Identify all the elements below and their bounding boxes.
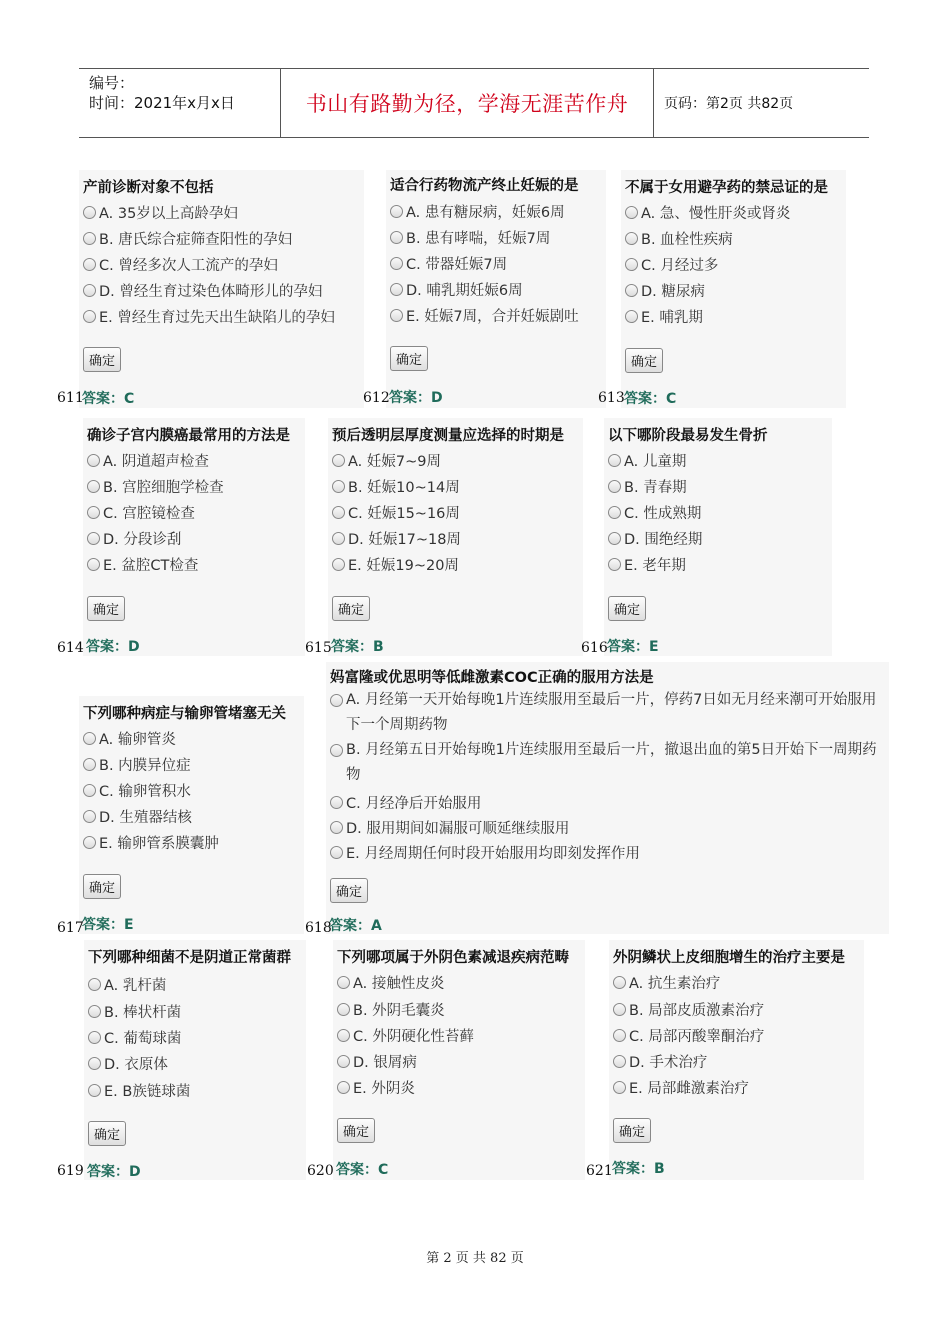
radio-icon[interactable]	[390, 231, 403, 244]
option-label: E. 曾经生育过先天出生缺陷儿的孕妇	[99, 310, 335, 326]
radio-icon[interactable]	[332, 532, 345, 545]
option-c[interactable]	[613, 1025, 764, 1046]
radio-icon[interactable]	[330, 821, 343, 834]
radio-icon[interactable]	[83, 206, 96, 219]
radio-icon[interactable]	[87, 506, 100, 519]
radio-icon[interactable]	[337, 1055, 350, 1068]
radio-icon[interactable]	[608, 454, 621, 467]
question-number: 613	[598, 390, 625, 406]
option-c[interactable]	[608, 502, 701, 523]
question-title: 预后透明层厚度测量应选择的时期是	[332, 428, 564, 444]
option-label: E. 月经周期任何时段开始服用均即刻发挥作用	[346, 846, 640, 862]
option-label: C. 带器妊娠7周	[406, 257, 508, 273]
option-label: E. 外阴炎	[353, 1081, 415, 1097]
answer-label: 答案：C	[624, 391, 677, 407]
question-title: 下列哪种细菌不是阴道正常菌群	[88, 950, 291, 966]
radio-icon[interactable]	[83, 232, 96, 245]
option-label: B. 外阴毛囊炎	[353, 1003, 445, 1019]
radio-icon[interactable]	[83, 810, 96, 823]
answer-label: 答案：E	[82, 917, 134, 933]
question-number: 611	[57, 390, 84, 406]
confirm-button[interactable]: 确定	[608, 596, 646, 621]
radio-icon[interactable]	[625, 284, 638, 297]
question-card-614	[83, 418, 305, 656]
option-label: C. 月经过多	[641, 258, 719, 274]
option-a[interactable]	[608, 450, 686, 471]
option-label: C. 输卵管积水	[99, 784, 191, 800]
radio-icon[interactable]	[337, 1003, 350, 1016]
confirm-button[interactable]: 确定	[83, 347, 121, 372]
radio-icon[interactable]	[332, 558, 345, 571]
confirm-button[interactable]: 确定	[613, 1118, 651, 1143]
radio-icon[interactable]	[87, 558, 100, 571]
radio-icon[interactable]	[88, 1005, 101, 1018]
question-card-615	[328, 418, 583, 656]
radio-icon[interactable]	[608, 532, 621, 545]
option-label: B. 宫腔细胞学检查	[103, 480, 224, 496]
option-label: B. 唐氏综合症筛查阳性的孕妇	[99, 232, 293, 248]
option-label: B. 患有哮喘，妊娠7周	[406, 231, 551, 247]
question-card-612	[386, 170, 606, 408]
radio-icon[interactable]	[83, 258, 96, 271]
option-a[interactable]	[390, 201, 565, 222]
radio-icon[interactable]	[608, 480, 621, 493]
option-label: C. 性成熟期	[624, 506, 702, 522]
option-a[interactable]	[87, 450, 209, 471]
question-number: 621	[586, 1163, 613, 1179]
option-a[interactable]	[332, 450, 441, 471]
option-label: E. 妊娠7周，合并妊娠剧吐	[406, 309, 579, 325]
question-card-613	[621, 170, 846, 408]
radio-icon[interactable]	[330, 796, 343, 809]
answer-label: 答案：A	[329, 918, 382, 934]
radio-icon[interactable]	[625, 258, 638, 271]
question-title: 妈富隆或优思明等低雌激素COC正确的服用方法是	[330, 670, 654, 686]
radio-icon[interactable]	[87, 454, 100, 467]
answer-label: 答案：D	[87, 1164, 141, 1180]
option-c[interactable]	[625, 254, 718, 275]
question-title: 外阴鳞状上皮细胞增生的治疗主要是	[613, 950, 845, 966]
question-number: 617	[57, 920, 84, 936]
option-label: D. 手术治疗	[629, 1055, 708, 1071]
question-title: 以下哪阶段最易发生骨折	[608, 428, 768, 444]
question-number: 612	[363, 390, 390, 406]
option-e[interactable]	[337, 1077, 415, 1098]
radio-icon[interactable]	[88, 1057, 101, 1070]
radio-icon[interactable]	[88, 978, 101, 991]
option-b[interactable]	[608, 476, 687, 497]
option-label: D. 分段诊刮	[103, 532, 182, 548]
confirm-button[interactable]: 确定	[83, 874, 121, 899]
option-label: A. 急、慢性肝炎或肾炎	[641, 206, 791, 222]
confirm-button[interactable]: 确定	[330, 878, 368, 903]
option-c[interactable]	[330, 792, 481, 813]
option-b[interactable]	[330, 738, 886, 788]
radio-icon[interactable]	[613, 1081, 626, 1094]
question-title: 适合行药物流产终止妊娠的是	[390, 178, 579, 194]
option-label: A. 儿童期	[624, 454, 687, 470]
option-d[interactable]	[88, 1053, 168, 1074]
option-b[interactable]	[390, 227, 550, 248]
option-b[interactable]	[83, 754, 191, 775]
option-b[interactable]	[83, 228, 292, 249]
radio-icon[interactable]	[613, 1003, 626, 1016]
option-label: B. 棒状杆菌	[104, 1005, 182, 1021]
answer-label: 答案：B	[331, 639, 384, 655]
option-label: A. 35岁以上高龄孕妇	[99, 206, 238, 222]
answer-label: 答案：C	[336, 1162, 389, 1178]
radio-icon[interactable]	[83, 836, 96, 849]
option-c[interactable]	[390, 253, 507, 274]
question-card-621	[609, 940, 864, 1180]
question-title: 确诊子宫内膜癌最常用的方法是	[87, 428, 290, 444]
option-c[interactable]	[337, 1025, 474, 1046]
option-label: D. 妊娠17~18周	[348, 532, 461, 548]
option-e[interactable]	[390, 305, 579, 326]
option-e[interactable]	[87, 554, 198, 575]
radio-icon[interactable]	[83, 310, 96, 323]
option-d[interactable]	[330, 817, 569, 838]
radio-icon[interactable]	[88, 1031, 101, 1044]
option-label: D. 哺乳期妊娠6周	[406, 283, 523, 299]
radio-icon[interactable]	[83, 758, 96, 771]
option-a[interactable]	[337, 972, 444, 993]
option-c[interactable]	[83, 254, 278, 275]
serial-label: 编号：	[89, 74, 135, 92]
option-label: A. 月经第一天开始每晚1片连续服用至最后一片，停药7日如无月经来潮可开始服用下一个周期药物	[346, 692, 877, 733]
option-d[interactable]	[625, 280, 705, 301]
radio-icon[interactable]	[625, 310, 638, 323]
page-header	[79, 68, 869, 138]
option-a[interactable]	[83, 202, 238, 223]
option-label: D. 银屑病	[353, 1055, 417, 1071]
option-d[interactable]	[83, 280, 322, 301]
option-label: B. 内膜异位症	[99, 758, 191, 774]
option-b[interactable]	[337, 999, 445, 1020]
question-number: 615	[305, 640, 332, 656]
option-e[interactable]	[625, 306, 703, 327]
question-number: 619	[57, 1163, 84, 1179]
option-e[interactable]	[88, 1080, 190, 1101]
option-b[interactable]	[332, 476, 460, 497]
question-title: 产前诊断对象不包括	[83, 180, 214, 196]
answer-label: 答案：C	[82, 391, 135, 407]
option-label: C. 曾经多次人工流产的孕妇	[99, 258, 278, 274]
option-label: D. 生殖器结核	[99, 810, 192, 826]
option-e[interactable]	[330, 842, 640, 863]
option-label: B. 局部皮质激素治疗	[629, 1003, 765, 1019]
radio-icon[interactable]	[87, 532, 100, 545]
option-c[interactable]	[87, 502, 195, 523]
radio-icon[interactable]	[330, 846, 343, 859]
radio-icon[interactable]	[625, 232, 638, 245]
header-divider	[653, 69, 654, 137]
question-number: 618	[305, 920, 332, 936]
option-c[interactable]	[332, 502, 460, 523]
option-label: A. 抗生素治疗	[629, 976, 721, 992]
option-label: A. 接触性皮炎	[353, 976, 445, 992]
option-label: A. 乳杆菌	[104, 978, 167, 994]
page-footer: 第 2 页 共 82 页	[426, 1251, 524, 1266]
answer-label: 答案：D	[389, 390, 443, 406]
option-label: B. 青春期	[624, 480, 687, 496]
question-number: 614	[57, 640, 84, 656]
option-a[interactable]	[88, 974, 166, 995]
option-a[interactable]	[625, 202, 790, 223]
radio-icon[interactable]	[83, 284, 96, 297]
radio-icon[interactable]	[83, 732, 96, 745]
option-d[interactable]	[608, 528, 702, 549]
confirm-button[interactable]: 确定	[88, 1121, 126, 1146]
option-a[interactable]	[83, 728, 176, 749]
option-e[interactable]	[83, 306, 335, 327]
radio-icon[interactable]	[88, 1084, 101, 1097]
option-label: E. 局部雌激素治疗	[629, 1081, 749, 1097]
option-e[interactable]	[83, 832, 219, 853]
option-d[interactable]	[613, 1051, 707, 1072]
radio-icon[interactable]	[390, 283, 403, 296]
option-label: E. 妊娠19~20周	[348, 558, 459, 574]
radio-icon[interactable]	[330, 694, 343, 707]
answer-label: 答案：B	[612, 1161, 665, 1177]
question-card-619	[84, 940, 306, 1180]
radio-icon[interactable]	[390, 309, 403, 322]
option-d[interactable]	[337, 1051, 417, 1072]
option-b[interactable]	[88, 1001, 181, 1022]
option-b[interactable]	[625, 228, 733, 249]
date-label: 时间：2021年x月x日	[89, 94, 235, 112]
confirm-button[interactable]: 确定	[332, 596, 370, 621]
question-title: 不属于女用避孕药的禁忌证的是	[625, 180, 828, 196]
option-a[interactable]	[613, 972, 720, 993]
option-label: B. 血栓性疾病	[641, 232, 733, 248]
option-d[interactable]	[332, 528, 461, 549]
radio-icon[interactable]	[337, 1081, 350, 1094]
option-label: D. 曾经生育过染色体畸形儿的孕妇	[99, 284, 323, 300]
option-label: C. 妊娠15~16周	[348, 506, 460, 522]
option-c[interactable]	[83, 780, 191, 801]
radio-icon[interactable]	[330, 744, 343, 757]
option-label: C. 葡萄球菌	[104, 1031, 182, 1047]
radio-icon[interactable]	[390, 205, 403, 218]
question-title: 下列哪项属于外阴色素减退疾病范畴	[337, 950, 569, 966]
option-label: D. 糖尿病	[641, 284, 705, 300]
option-b[interactable]	[87, 476, 224, 497]
radio-icon[interactable]	[613, 976, 626, 989]
option-label: D. 服用期间如漏服可顺延继续服用	[346, 821, 570, 837]
option-label: C. 局部丙酸睾酮治疗	[629, 1029, 765, 1045]
radio-icon[interactable]	[625, 206, 638, 219]
question-card-617	[79, 696, 304, 934]
option-label: E. 输卵管系膜囊肿	[99, 836, 219, 852]
answer-label: 答案：E	[607, 639, 659, 655]
option-label: A. 输卵管炎	[99, 732, 176, 748]
option-label: B. 月经第五日开始每晚1片连续服用至最后一片，撤退出血的第5日开始下一周期药物	[346, 742, 877, 783]
option-d[interactable]	[87, 528, 181, 549]
question-card-618	[326, 662, 889, 934]
radio-icon[interactable]	[337, 976, 350, 989]
option-label: A. 患有糖尿病，妊娠6周	[406, 205, 565, 221]
question-card-611	[79, 170, 364, 408]
confirm-button[interactable]: 确定	[337, 1118, 375, 1143]
radio-icon[interactable]	[83, 784, 96, 797]
option-e[interactable]	[613, 1077, 749, 1098]
option-d[interactable]	[390, 279, 523, 300]
header-motto: 书山有路勤为径，学海无涯苦作舟	[305, 92, 629, 116]
option-label: B. 妊娠10~14周	[348, 480, 460, 496]
question-number: 616	[581, 640, 608, 656]
header-page-code: 页码：第2页 共82页	[664, 96, 794, 112]
radio-icon[interactable]	[613, 1055, 626, 1068]
option-d[interactable]	[83, 806, 192, 827]
option-label: D. 围绝经期	[624, 532, 703, 548]
radio-icon[interactable]	[390, 257, 403, 270]
option-c[interactable]	[88, 1027, 181, 1048]
radio-icon[interactable]	[608, 506, 621, 519]
option-label: A. 阴道超声检查	[103, 454, 209, 470]
header-meta	[89, 73, 235, 113]
option-label: C. 月经净后开始服用	[346, 796, 482, 812]
option-label: C. 宫腔镜检查	[103, 506, 195, 522]
radio-icon[interactable]	[332, 480, 345, 493]
option-label: E. B族链球菌	[104, 1084, 191, 1100]
confirm-button[interactable]: 确定	[87, 596, 125, 621]
question-card-616	[604, 418, 832, 656]
option-label: D. 衣原体	[104, 1057, 168, 1073]
option-e[interactable]	[608, 554, 686, 575]
option-e[interactable]	[332, 554, 459, 575]
answer-label: 答案：D	[86, 639, 140, 655]
option-a[interactable]	[330, 688, 886, 738]
question-number: 620	[307, 1163, 334, 1179]
question-card-620	[333, 940, 585, 1180]
option-label: E. 盆腔CT检查	[103, 558, 199, 574]
option-b[interactable]	[613, 999, 764, 1020]
question-title: 下列哪种病症与输卵管堵塞无关	[83, 706, 286, 722]
option-label: E. 老年期	[624, 558, 686, 574]
radio-icon[interactable]	[337, 1029, 350, 1042]
confirm-button[interactable]: 确定	[625, 348, 663, 373]
radio-icon[interactable]	[608, 558, 621, 571]
option-label: E. 哺乳期	[641, 310, 703, 326]
radio-icon[interactable]	[87, 480, 100, 493]
radio-icon[interactable]	[332, 506, 345, 519]
option-label: C. 外阴硬化性苔藓	[353, 1029, 474, 1045]
confirm-button[interactable]: 确定	[390, 346, 428, 371]
option-label: A. 妊娠7~9周	[348, 454, 441, 470]
radio-icon[interactable]	[332, 454, 345, 467]
radio-icon[interactable]	[613, 1029, 626, 1042]
